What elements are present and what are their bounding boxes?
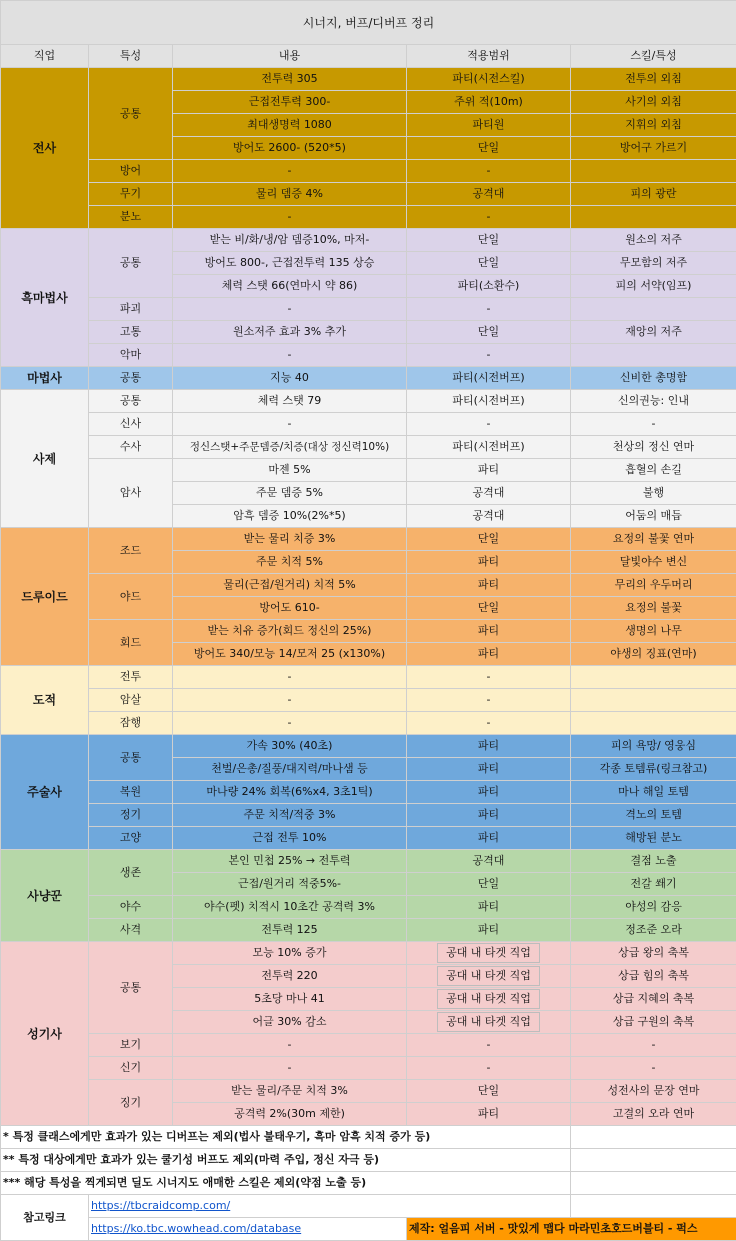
scope-cell: 파티 <box>407 735 571 758</box>
reference-row <box>1 1195 736 1218</box>
scope-cell: 주위 적(10m) <box>407 91 571 114</box>
header-spec: 특성 <box>89 45 173 68</box>
table-row <box>1 919 736 942</box>
spec-cell: 보기 <box>89 1034 173 1057</box>
content-cell: 물리 뎀증 4% <box>173 183 407 206</box>
reference-row <box>1 1218 736 1241</box>
blank-cell <box>571 1126 736 1149</box>
scope-cell: - <box>407 298 571 321</box>
skill-cell: 상급 왕의 축복 <box>571 942 736 965</box>
skill-cell: 야생의 징표(연마) <box>571 643 736 666</box>
scope-cell: 단일 <box>407 528 571 551</box>
spec-cell: 조드 <box>89 528 173 574</box>
scope-cell: - <box>407 413 571 436</box>
table-row <box>1 827 736 850</box>
spec-cell: 파괴 <box>89 298 173 321</box>
note-text: * 특정 클래스에게만 효과가 있는 디버프는 제외(법사 불태우기, 흑마 암흑 치적 증가 등) <box>1 1126 571 1149</box>
content-cell: 최대생명력 1080 <box>173 114 407 137</box>
scope-cell: 공격대 <box>407 505 571 528</box>
content-cell: 정신스탯+주문뎀증/치증(대상 정신력10%) <box>173 436 407 459</box>
spec-cell: 야수 <box>89 896 173 919</box>
skill-cell: 상급 힘의 축복 <box>571 965 736 988</box>
scope-cell: 단일 <box>407 873 571 896</box>
scope-cell: - <box>407 1057 571 1080</box>
content-cell: 공격력 2%(30m 제한) <box>173 1103 407 1126</box>
content-cell: - <box>173 413 407 436</box>
skill-cell: 고결의 오라 연마 <box>571 1103 736 1126</box>
table-row <box>1 390 736 413</box>
scope-cell: 파티(시전스킬) <box>407 68 571 91</box>
spec-cell: 악마 <box>89 344 173 367</box>
content-cell: 전투력 305 <box>173 68 407 91</box>
scope-cell: 파티(시전버프) <box>407 367 571 390</box>
scope-cell: 단일 <box>407 137 571 160</box>
skill-cell: 요정의 불꽃 연마 <box>571 528 736 551</box>
content-cell: - <box>173 1057 407 1080</box>
skill-cell: 어둠의 매듭 <box>571 505 736 528</box>
skill-cell: 천상의 정신 연마 <box>571 436 736 459</box>
credit-text: 제작: 얼음피 서버 - 맛있게 맵다 마라민초호드버블티 - 퍽스 <box>407 1218 736 1241</box>
spec-cell: 무기 <box>89 183 173 206</box>
note-row <box>1 1172 736 1195</box>
content-cell: 전투력 125 <box>173 919 407 942</box>
skill-cell: - <box>571 413 736 436</box>
skill-cell: 불행 <box>571 482 736 505</box>
header-scope: 적용범위 <box>407 45 571 68</box>
class-hunter: 사냥꾼 <box>1 850 89 942</box>
scope-cell: - <box>407 344 571 367</box>
content-cell: 방어도 610- <box>173 597 407 620</box>
scope-cell: 파티(시전버프) <box>407 436 571 459</box>
table-row <box>1 367 736 390</box>
scope-cell: 단일 <box>407 1080 571 1103</box>
spec-cell: 복원 <box>89 781 173 804</box>
scope-cell: 단일 <box>407 321 571 344</box>
class-druid: 드루이드 <box>1 528 89 666</box>
skill-cell: 달빛야수 변신 <box>571 551 736 574</box>
content-cell: 근접 전투 10% <box>173 827 407 850</box>
content-cell: 받는 물리/주문 치적 3% <box>173 1080 407 1103</box>
table-row <box>1 620 736 643</box>
note-text: *** 해당 특성을 찍게되면 딜도 시너지도 애매한 스킬은 제외(약점 노출 등) <box>1 1172 571 1195</box>
skill-cell: 상급 지혜의 축복 <box>571 988 736 1011</box>
scope-cell: 파티 <box>407 643 571 666</box>
scope-cell: 파티(소환수) <box>407 275 571 298</box>
table-row <box>1 781 736 804</box>
spec-cell: 신사 <box>89 413 173 436</box>
content-cell: 물리(근접/원거리) 치적 5% <box>173 574 407 597</box>
blank-cell <box>571 1172 736 1195</box>
table-row <box>1 528 736 551</box>
scope-cell: - <box>407 689 571 712</box>
class-warrior: 전사 <box>1 68 89 229</box>
table-row <box>1 413 736 436</box>
skill-cell: 요정의 불꽃 <box>571 597 736 620</box>
skill-cell: 무리의 우두머리 <box>571 574 736 597</box>
reference-link-wowhead[interactable]: https://ko.tbc.wowhead.com/database <box>89 1218 407 1241</box>
note-row <box>1 1149 736 1172</box>
scope-cell: - <box>407 1034 571 1057</box>
table-row <box>1 850 736 873</box>
content-cell: 야수(펫) 치적시 10초간 공격력 3% <box>173 896 407 919</box>
note-row <box>1 1126 736 1149</box>
skill-cell <box>571 298 736 321</box>
spec-cell: 방어 <box>89 160 173 183</box>
content-cell: 본인 민첩 25% → 전투력 <box>173 850 407 873</box>
scope-cell: - <box>407 712 571 735</box>
scope-box: 공대 내 타겟 직업 <box>437 943 540 963</box>
spec-cell: 사격 <box>89 919 173 942</box>
skill-cell: 정조준 오라 <box>571 919 736 942</box>
scope-box: 공대 내 타겟 직업 <box>437 1012 540 1032</box>
blank-cell <box>571 1195 736 1218</box>
scope-cell: 공격대 <box>407 850 571 873</box>
spec-cell: 정기 <box>89 804 173 827</box>
table-row <box>1 712 736 735</box>
spec-cell: 수사 <box>89 436 173 459</box>
skill-cell: 전투의 외침 <box>571 68 736 91</box>
skill-cell: 무모함의 저주 <box>571 252 736 275</box>
scope-cell: 파티 <box>407 804 571 827</box>
content-cell: - <box>173 689 407 712</box>
scope-cell: 파티 <box>407 919 571 942</box>
skill-cell: - <box>571 1034 736 1057</box>
content-cell: 지능 40 <box>173 367 407 390</box>
scope-cell: 단일 <box>407 597 571 620</box>
content-cell: 방어도 800-, 근접전투력 135 상승 <box>173 252 407 275</box>
skill-cell: 상급 구원의 축복 <box>571 1011 736 1034</box>
class-shaman: 주술사 <box>1 735 89 850</box>
content-cell: 마젠 5% <box>173 459 407 482</box>
spec-cell: 공통 <box>89 367 173 390</box>
content-cell: 근접전투력 300- <box>173 91 407 114</box>
spec-cell: 공통 <box>89 390 173 413</box>
scope-cell: - <box>407 160 571 183</box>
skill-cell: 격노의 토템 <box>571 804 736 827</box>
skill-cell <box>571 666 736 689</box>
note-text: ** 특정 대상에게만 효과가 있는 쿨기성 버프도 제외(마력 주입, 정신 자극 등) <box>1 1149 571 1172</box>
content-cell: 체력 스탯 66(연마시 약 86) <box>173 275 407 298</box>
reference-label: 참고링크 <box>1 1195 89 1241</box>
table-row <box>1 344 736 367</box>
scope-cell: 단일 <box>407 229 571 252</box>
table-row <box>1 459 736 482</box>
content-cell: - <box>173 160 407 183</box>
content-cell: 어글 30% 감소 <box>173 1011 407 1034</box>
scope-cell: 파티(시전버프) <box>407 390 571 413</box>
skill-cell: 마나 해일 토템 <box>571 781 736 804</box>
scope-cell: 파티 <box>407 1103 571 1126</box>
scope-cell <box>407 965 571 988</box>
skill-cell: 원소의 저주 <box>571 229 736 252</box>
spec-cell: 분노 <box>89 206 173 229</box>
skill-cell <box>571 344 736 367</box>
content-cell: 체력 스탯 79 <box>173 390 407 413</box>
skill-cell: 성전사의 문장 연마 <box>571 1080 736 1103</box>
page-title: 시너지, 버프/디버프 정리 <box>1 1 736 45</box>
table-row <box>1 298 736 321</box>
skill-cell: 방어구 가르기 <box>571 137 736 160</box>
scope-cell <box>407 988 571 1011</box>
content-cell: 5초당 마나 41 <box>173 988 407 1011</box>
table-row <box>1 735 736 758</box>
skill-cell: 해방된 분노 <box>571 827 736 850</box>
scope-cell: 파티 <box>407 896 571 919</box>
class-rogue: 도적 <box>1 666 89 735</box>
skill-cell: 피의 광란 <box>571 183 736 206</box>
spec-cell: 암살 <box>89 689 173 712</box>
content-cell: 주문 치적 5% <box>173 551 407 574</box>
skill-cell: 생명의 나무 <box>571 620 736 643</box>
content-cell: 방어도 340/모능 14/모저 25 (x130%) <box>173 643 407 666</box>
skill-cell: 신의권능: 인내 <box>571 390 736 413</box>
skill-cell: - <box>571 1057 736 1080</box>
table-row <box>1 666 736 689</box>
spec-cell: 공통 <box>89 942 173 1034</box>
header-content: 내용 <box>173 45 407 68</box>
header-class: 직업 <box>1 45 89 68</box>
spec-cell: 고통 <box>89 321 173 344</box>
scope-cell: 파티 <box>407 620 571 643</box>
table-row <box>1 321 736 344</box>
content-cell: 근접/원거리 적중5%- <box>173 873 407 896</box>
skill-cell <box>571 689 736 712</box>
skill-cell: 각종 토템류(링크참고) <box>571 758 736 781</box>
scope-cell: 파티 <box>407 781 571 804</box>
spec-cell: 생존 <box>89 850 173 896</box>
content-cell: 주문 치적/적중 3% <box>173 804 407 827</box>
spec-cell: 공통 <box>89 68 173 160</box>
skill-cell: 피의 서약(임프) <box>571 275 736 298</box>
scope-cell: 파티 <box>407 827 571 850</box>
content-cell: 받는 치유 증가(회드 정신의 25%) <box>173 620 407 643</box>
skill-cell: 피의 욕망/ 영웅심 <box>571 735 736 758</box>
skill-cell: 결점 노출 <box>571 850 736 873</box>
table-row <box>1 896 736 919</box>
header-skill: 스킬/특성 <box>571 45 736 68</box>
spec-cell: 신기 <box>89 1057 173 1080</box>
spec-cell: 징기 <box>89 1080 173 1126</box>
table-row <box>1 206 736 229</box>
scope-cell: 단일 <box>407 252 571 275</box>
skill-cell: 전갈 쐐기 <box>571 873 736 896</box>
content-cell: 마나량 24% 회복(6%x4, 3초1틱) <box>173 781 407 804</box>
skill-cell <box>571 712 736 735</box>
content-cell: 원소저주 효과 3% 추가 <box>173 321 407 344</box>
blank-cell <box>571 1149 736 1172</box>
spec-cell: 공통 <box>89 229 173 298</box>
content-cell: - <box>173 344 407 367</box>
skill-cell: 사기의 외침 <box>571 91 736 114</box>
scope-cell: 공격대 <box>407 183 571 206</box>
content-cell: - <box>173 298 407 321</box>
scope-cell: - <box>407 666 571 689</box>
table-row <box>1 689 736 712</box>
content-cell: 받는 물리 치증 3% <box>173 528 407 551</box>
scope-cell: 파티 <box>407 758 571 781</box>
class-warlock: 흑마법사 <box>1 229 89 367</box>
skill-cell: 신비한 총명함 <box>571 367 736 390</box>
spec-cell: 회드 <box>89 620 173 666</box>
spec-cell: 고양 <box>89 827 173 850</box>
content-cell: 전투력 220 <box>173 965 407 988</box>
content-cell: - <box>173 712 407 735</box>
scope-cell: 파티원 <box>407 114 571 137</box>
content-cell: 방어도 2600- (520*5) <box>173 137 407 160</box>
scope-cell: - <box>407 206 571 229</box>
scope-cell: 파티 <box>407 459 571 482</box>
scope-cell <box>407 942 571 965</box>
skill-cell: 흡혈의 손길 <box>571 459 736 482</box>
skill-cell: 야성의 감응 <box>571 896 736 919</box>
table-row <box>1 1080 736 1103</box>
skill-cell <box>571 160 736 183</box>
table-row <box>1 1034 736 1057</box>
table-row <box>1 68 736 91</box>
table-row <box>1 183 736 206</box>
skill-cell <box>571 206 736 229</box>
table-row <box>1 436 736 459</box>
table-row <box>1 574 736 597</box>
table-row <box>1 160 736 183</box>
scope-cell: 파티 <box>407 551 571 574</box>
scope-cell: 파티 <box>407 574 571 597</box>
class-paladin: 성기사 <box>1 942 89 1126</box>
skill-cell: 재앙의 저주 <box>571 321 736 344</box>
content-cell: 가속 30% (40초) <box>173 735 407 758</box>
table-row <box>1 942 736 965</box>
content-cell: 모능 10% 증가 <box>173 942 407 965</box>
content-cell: 암흑 뎀증 10%(2%*5) <box>173 505 407 528</box>
table-row <box>1 1057 736 1080</box>
spec-cell: 야드 <box>89 574 173 620</box>
spec-cell: 공통 <box>89 735 173 781</box>
spec-cell: 잠행 <box>89 712 173 735</box>
scope-box: 공대 내 타겟 직업 <box>437 989 540 1009</box>
class-priest: 사제 <box>1 390 89 528</box>
spec-cell: 암사 <box>89 459 173 528</box>
content-cell: - <box>173 666 407 689</box>
content-cell: 주문 뎀증 5% <box>173 482 407 505</box>
table-row <box>1 229 736 252</box>
content-cell: - <box>173 1034 407 1057</box>
class-mage: 마법사 <box>1 367 89 390</box>
reference-link-tbcraidcomp[interactable]: https://tbcraidcomp.com/ <box>89 1195 571 1218</box>
content-cell: 천벌/은총/질풍/대지력/마나샘 등 <box>173 758 407 781</box>
table-row <box>1 804 736 827</box>
spec-cell: 전투 <box>89 666 173 689</box>
content-cell: 받는 비/화/냉/암 뎀증10%, 마저- <box>173 229 407 252</box>
content-cell: - <box>173 206 407 229</box>
scope-box: 공대 내 타겟 직업 <box>437 966 540 986</box>
scope-cell: 공격대 <box>407 482 571 505</box>
skill-cell: 지휘의 외침 <box>571 114 736 137</box>
scope-cell <box>407 1011 571 1034</box>
